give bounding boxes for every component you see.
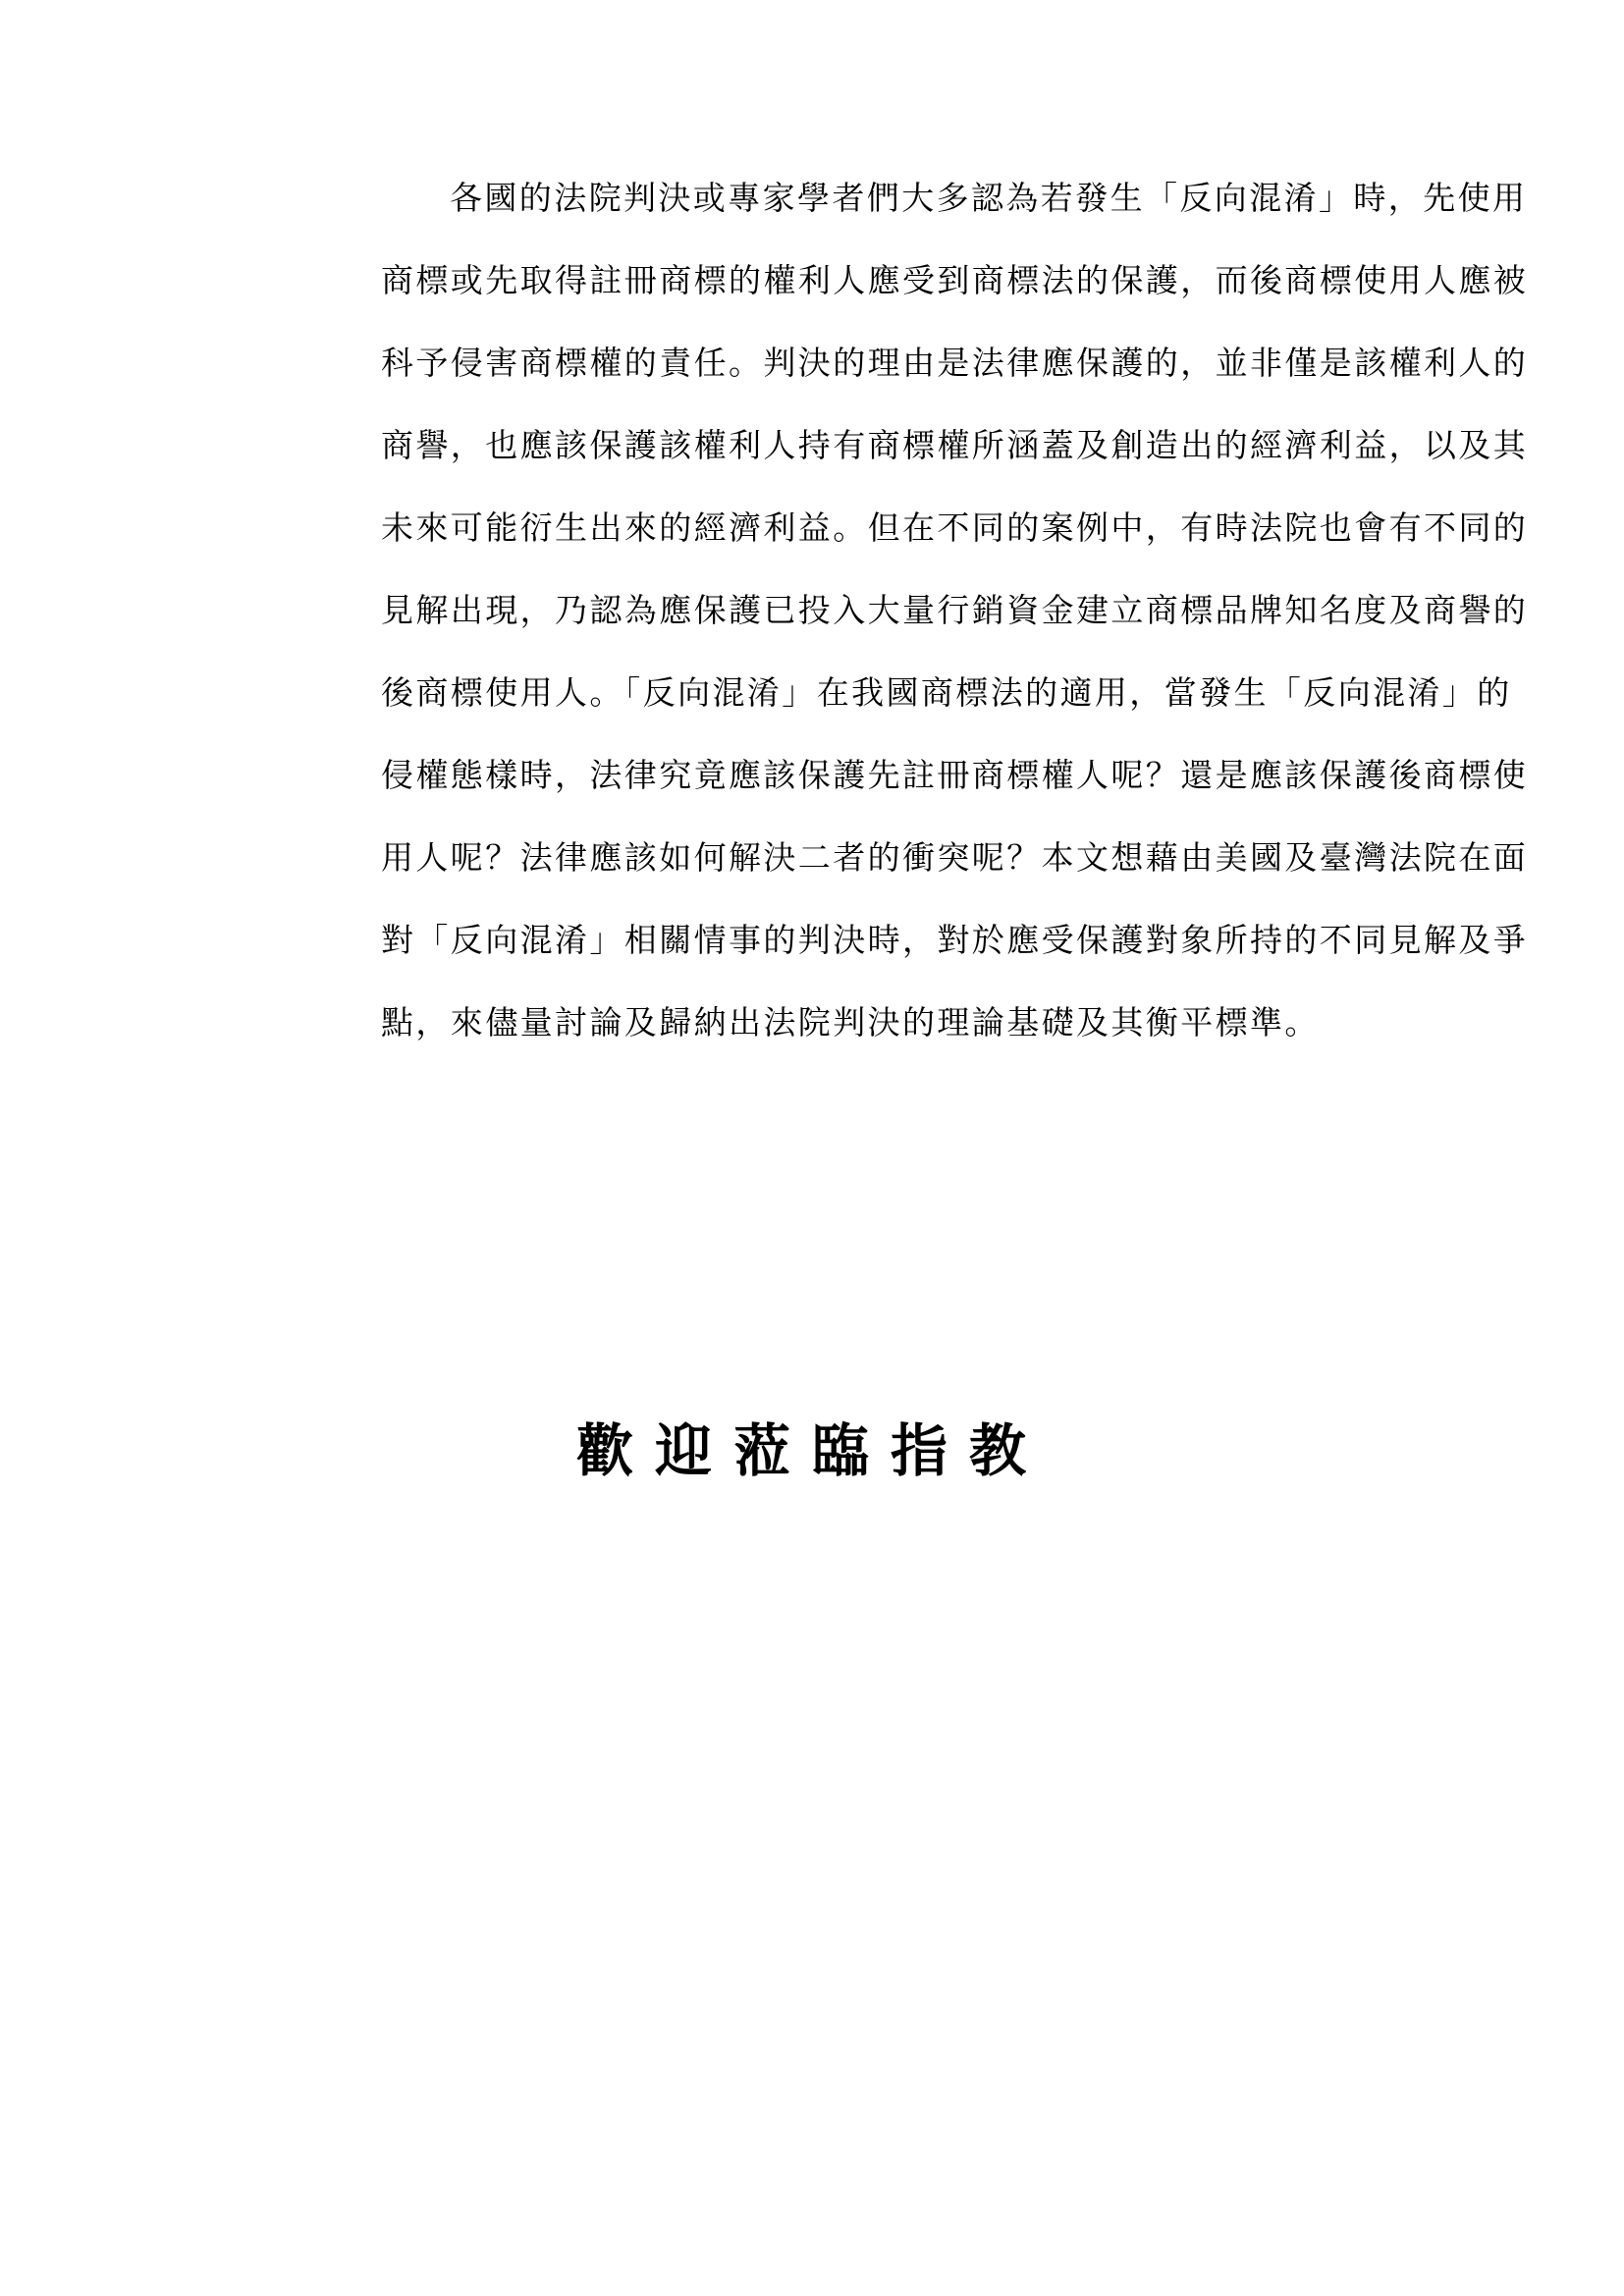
paragraph-line: 用人呢？法律應該如何解決二者的衝突呢？本文想藉由美國及臺灣法院在面 (381, 838, 1529, 877)
closing-heading: 歡迎蒞臨指教 (575, 1417, 1048, 1484)
paragraph-line: 對「反向混淆」相關情事的判決時，對於應受保護對象所持的不同見解及爭 (381, 921, 1529, 959)
paragraph-line: 科予侵害商標權的責任。判決的理由是法律應保護的，並非僅是該權利人的 (381, 344, 1529, 382)
paragraph-line: 侵權態樣時，法律究竟應該保護先註冊商標權人呢？還是應該保護後商標使 (381, 756, 1529, 794)
paragraph-line: 商標或先取得註冊商標的權利人應受到商標法的保護，而後商標使用人應被 (381, 261, 1529, 299)
abstract-paragraph (381, 157, 1529, 1064)
paragraph-line: 後商標使用人。「反向混淆」在我國商標法的適用，當發生「反向混淆」的 (381, 673, 1512, 712)
paragraph-line: 見解出現，乃認為應保護已投入大量行銷資金建立商標品牌知名度及商譽的 (381, 591, 1529, 629)
paragraph-line: 點，來儘量討論及歸納出法院判決的理論基礎及其衡平標準。 (381, 1003, 1320, 1041)
paragraph-line: 未來可能衍生出來的經濟利益。但在不同的案例中，有時法院也會有不同的 (381, 508, 1529, 547)
paragraph-line: 各國的法院判決或專家學者們大多認為若發生「反向混淆」時，先使用 (450, 179, 1528, 217)
paragraph-line: 商譽，也應該保護該權利人持有商標權所涵蓋及創造出的經濟利益，以及其 (381, 426, 1529, 464)
